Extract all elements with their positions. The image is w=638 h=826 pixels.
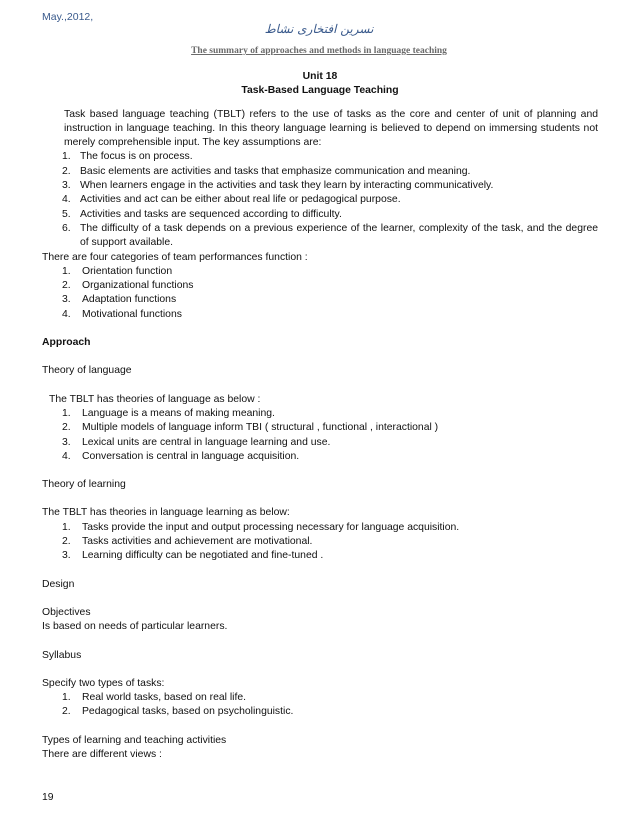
syllabus-heading: Syllabus <box>42 649 82 661</box>
list-item: 5. Activities and tasks are sequenced according to difficulty. <box>62 208 342 220</box>
activities-heading: Types of learning and teaching activities <box>42 734 227 746</box>
list-item: 1. The focus is on process. <box>62 151 193 163</box>
team-heading: There are four categories of team performances function : <box>42 251 308 263</box>
list-item: 3. When learners engage in the activities and task they learn by interacting communicatively. <box>62 180 494 192</box>
theory-learning-heading: Theory of learning <box>42 479 126 491</box>
objectives-heading: Objectives <box>42 606 91 618</box>
theory-language-intro: The TBLT has theories of language as below : <box>49 393 261 405</box>
list-item: 4. Conversation is central in language acquisition. <box>62 450 300 462</box>
unit-number: Unit 18 <box>302 71 338 82</box>
list-item: 2. Pedagogical tasks, based on psycholinguistic. <box>62 706 294 718</box>
list-item: 1. Language is a means of making meaning. <box>62 407 275 419</box>
syllabus-list <box>42 691 598 720</box>
list-item: 1. Orientation function <box>62 265 173 277</box>
list-item: 3. Lexical units are central in language learning and use. <box>62 436 331 448</box>
list-item: 4. Activities and act can be either about real life or pedagogical purpose. <box>62 194 401 206</box>
header-date: May.,2012, <box>42 11 94 23</box>
list-item: 2. Multiple models of language inform TBI ( structural , functional , interactional ) <box>62 422 439 434</box>
document-body <box>42 70 598 762</box>
list-item: 4. Motivational functions <box>62 308 182 320</box>
header-author: نسرین افتخاری نشاط <box>264 22 374 36</box>
theory-learning-list <box>42 521 598 564</box>
list-item: 2. Basic elements are activities and tasks that emphasize communication and meaning. <box>62 165 471 177</box>
intro-paragraph: Task based language teaching (TBLT) refers to the use of tasks as the core and center of unit of planning and instruction in language teaching. In this theory language learning is believed to depend on immersing students not merely comprehensible input. The key assumptions are: <box>64 108 598 149</box>
team-functions-list <box>42 265 598 322</box>
list-item: 2. Organizational functions <box>62 280 194 292</box>
list-item: 3. Learning difficulty can be negotiated and fine-tuned . <box>62 550 324 562</box>
page-number: 19 <box>42 792 54 803</box>
list-item: 2. Tasks activities and achievement are motivational. <box>62 536 313 548</box>
syllabus-intro: Specify two types of tasks: <box>42 677 165 689</box>
assumptions-list <box>42 150 598 250</box>
objectives-text: Is based on needs of particular learners. <box>42 621 228 633</box>
header-subtitle: The summary of approaches and methods in language teaching <box>191 46 447 56</box>
list-item: 6. The difficulty of a task depends on a previous experience of the learner, complexity of the task, and the degree of support available. <box>62 222 598 249</box>
theory-learning-intro: The TBLT has theories in language learning as below: <box>42 507 290 519</box>
unit-title: Task-Based Language Teaching <box>241 85 399 97</box>
theory-language-list <box>42 407 598 464</box>
list-item: 3. Adaptation functions <box>62 294 177 306</box>
activities-text: There are different views : <box>42 748 162 760</box>
list-item: 1. Real world tasks, based on real life. <box>62 692 247 704</box>
section-design: Design <box>42 578 75 590</box>
section-approach: Approach <box>42 337 91 349</box>
list-item: 1. Tasks provide the input and output processing necessary for language acquisition. <box>62 521 460 533</box>
theory-language-heading: Theory of language <box>42 365 132 377</box>
